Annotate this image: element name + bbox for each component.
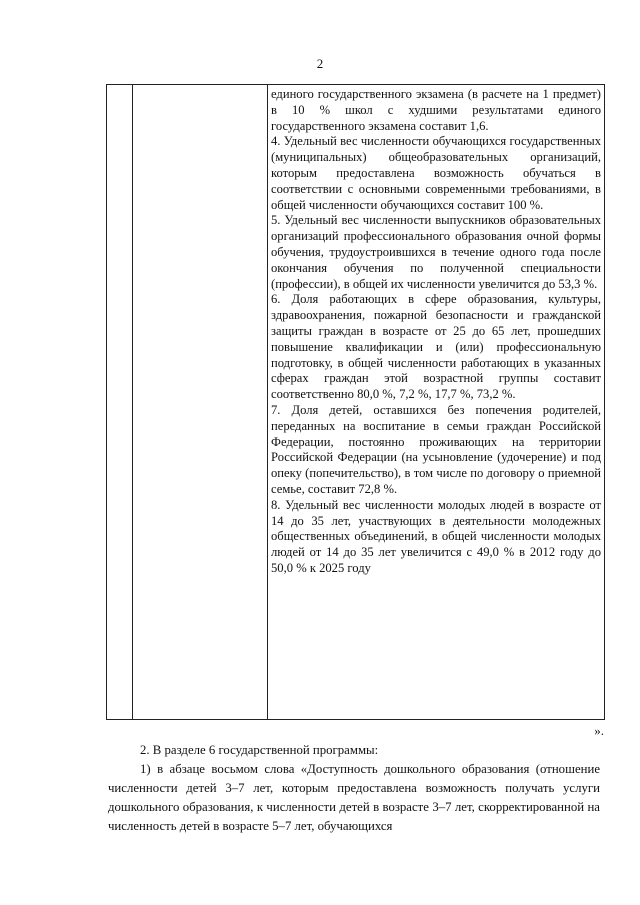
indicator-text: 8. Удельный вес численности молодых людей в возрасте от 14 до 35 лет, участвующих в деятельности молодежных общественных объединений, в общей численности молодых людей от 14 до 35 лет увеличится с 49,0 % в 2012 году до 50,0 % к 2025 году [271,497,601,575]
closing-quote: ». [594,723,604,738]
body-paragraph: 1) в абзаце восьмом слова «Доступность дошкольного образования (отношение численности детей 3–7 лет, которым предоставлена возможность получать услуги дошкольного образования, к численности детей в возрасте 3–7 лет, скорректированной на численность детей в возрасте 5–7 лет, обучающихся [108,762,600,833]
table-column-divider [267,85,268,719]
indicator-text: 5. Удельный вес численности выпускников образовательных организаций профессионального образования очной формы обучения, трудоустроившихся в течение одного года после окончания обучения по полученной специальности (профессии), в общей их численности увеличится до 53,3 %. [271,213,601,291]
indicators-table [106,84,605,720]
body-text [108,741,600,836]
table-column-divider [132,85,133,719]
indicator-text: 4. Удельный вес численности обучающихся государственных (муниципальных) общеобразовательных организаций, которым предоставлена возможность обучаться в соответствии с основными современными требованиями, в общей численности обучающихся составит 100 %. [271,134,601,212]
indicators-cell [271,87,601,577]
indicator-text: единого государственного экзамена (в расчете на 1 предмет) в 10 % школ с худшими результатами единого государственного экзамена составит 1,6. [271,87,601,133]
body-paragraph: 2. В разделе 6 государственной программы: [140,743,379,757]
indicator-text: 7. Доля детей, оставшихся без попечения родителей, переданных на воспитание в семьи граждан Российской Федерации, постоянно проживающих на территории Российской Федерации (на усыновление (удочерение) и под опеку (попечительство), в том числе по договору о приемной семье, составит 72,8 %. [271,402,601,496]
indicator-text: 6. Доля работающих в сфере образования, культуры, здравоохранения, пожарной безопасности и гражданской защиты граждан в возрасте от 25 до 65 лет, прошедших повышение квалификации и (или) профессиональную подготовку, в общей численности работающих в указанных сферах граждан этой возрастной группы составит соответственно 80,0 %, 7,2 %, 17,7 %, 73,2 %. [271,292,601,402]
page-number: 2 [316,56,324,71]
